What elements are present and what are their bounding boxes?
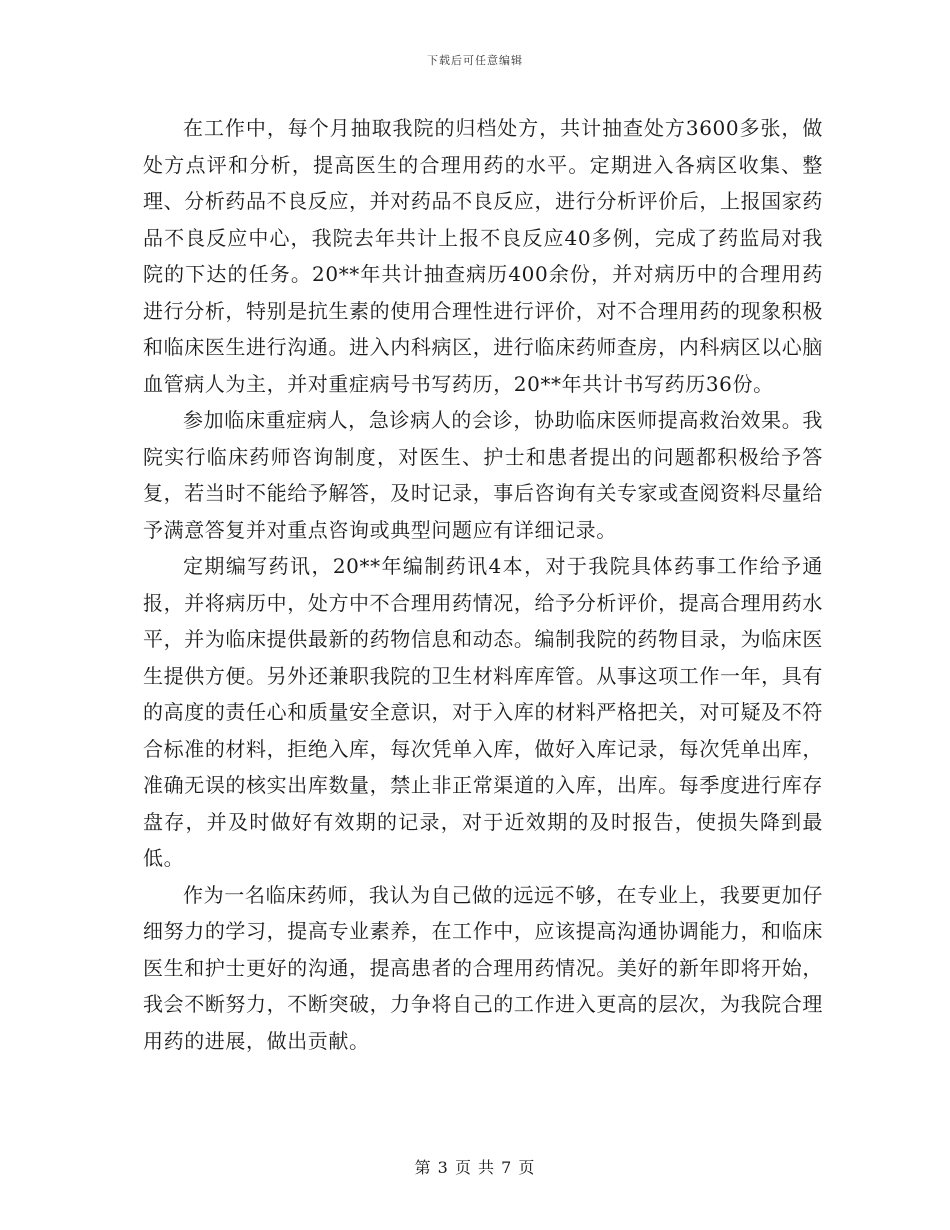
document-body [143, 110, 823, 1059]
paragraph-drug-bulletin: 定期编写药讯，20**年编制药讯4本，对于我院具体药事工作给予通报，并将病历中，处方中不合理用药情况，给予分析评价，提高合理用药水平，并为临床提供最新的药物信息和动态。编制我院的药物目录，为临床医生提供方便。另外还兼职我院的卫生材料库库管。从事这项工作一年，具有的高度的责任心和质量安全意识，对于入库的材料严格把关，对可疑及不符合标准的材料，拒绝入库，每次凭单入库，做好入库记录，每次凭单出库，准确无误的核实出库数量，禁止非正常渠道的入库，出库。每季度进行库存盘存，并及时做好有效期的记录，对于近效期的及时报告，使损失降到最低。 [143, 554, 823, 870]
paragraph-consultation: 参加临床重症病人，急诊病人的会诊，协助临床医师提高救治效果。我院实行临床药师咨询制度，对医生、护士和患者提出的问题都积极给予答复，若当时不能给予解答，及时记录，事后咨询有关专家或查阅资料尽量给予满意答复并对重点咨询或典型问题应有详细记录。 [143, 408, 823, 542]
page-footer: 第 3 页 共 7 页 [414, 1158, 536, 1177]
page-header: 下载后可任意编辑 [427, 54, 523, 67]
paragraph-conclusion: 作为一名临床药师，我认为自己做的远远不够，在专业上，我要更加仔细努力的学习，提高专业素养，在工作中，应该提高沟通协调能力，和临床医生和护士更好的沟通，提高患者的合理用药情况。美好的新年即将开始，我会不断努力，不断突破，力争将自己的工作进入更高的层次，为我院合理用药的进展，做出贡献。 [143, 882, 823, 1053]
paragraph-prescription-review: 在工作中，每个月抽取我院的归档处方，共计抽查处方3600多张，做处方点评和分析，提高医生的合理用药的水平。定期进入各病区收集、整理、分析药品不良反应，并对药品不良反应，进行分析评价后，上报国家药品不良反应中心，我院去年共计上报不良反应40多例，完成了药监局对我院的下达的任务。20**年共计抽查病历400余份，并对病历中的合理用药进行分析，特别是抗生素的使用合理性进行评价，对不合理用药的现象积极和临床医生进行沟通。进入内科病区，进行临床药师查房，内科病区以心脑血管病人为主，并对重症病号书写药历，20**年共计书写药历36份。 [143, 116, 823, 396]
